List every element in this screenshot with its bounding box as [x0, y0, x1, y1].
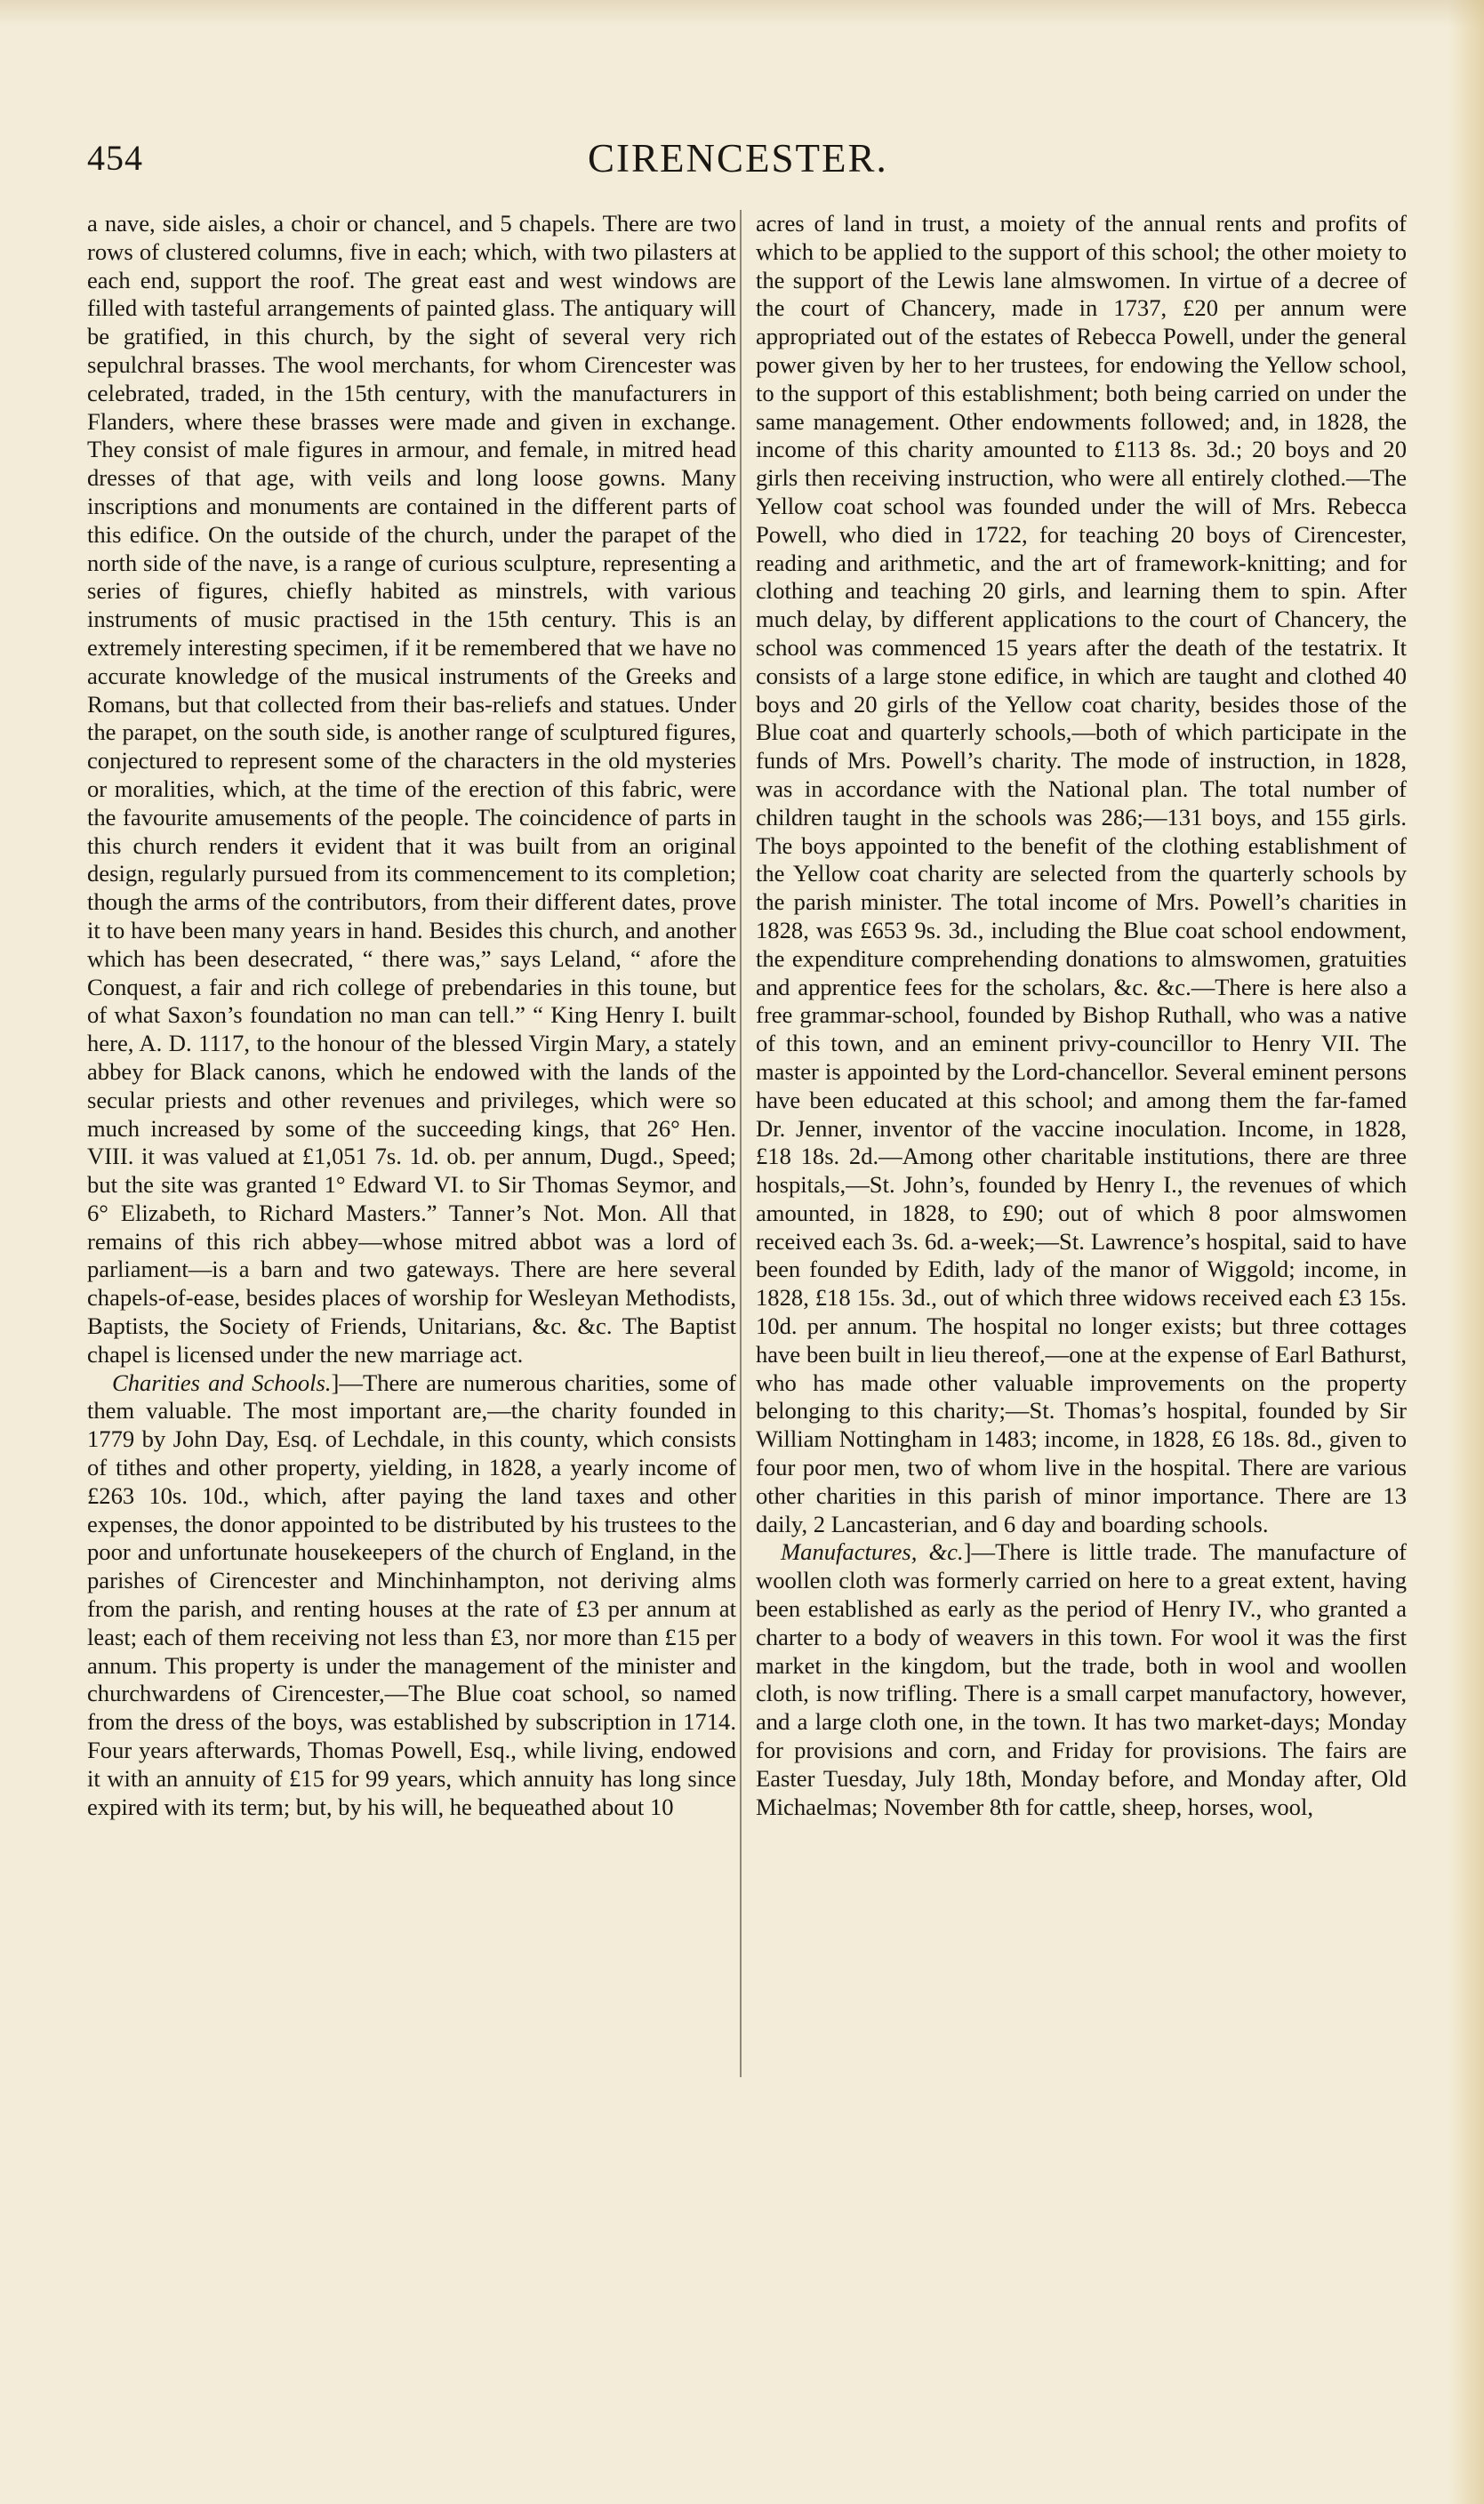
running-title: CIRENCESTER. — [588, 136, 888, 181]
right-paragraph-schools: acres of land in trust, a moiety of the annual rents and profits of which to be applied to the support of this school; the other moiety to the support of the Lewis lane almswomen. In virtue of a decree of the court of Chancery, made in 1737, £20 per annum were appropriated out of the estates of Rebecca Powell, under the general power given by her to her trustees, for endowing the Yellow school, to the support of this establishment; both being carried on under the same management. Other endowments followed; and, in 1828, the income of this charity amounted to £113 8s. 3d.; 20 boys and 20 girls then receiving instruction, who were all entirely clothed.—The Yellow coat school was founded under the will of Mrs. Rebecca Powell, who died in 1722, for teaching 20 boys of Cirencester, reading and arithmetic, and the art of framework-knitting; and for clothing and teaching 20 girls, and learning them to spin. After much delay, by different applications to the court of Chancery, the school was commenced 15 years after the death of the testatrix. It consists of a large stone edifice, in which are taught and clothed 40 boys and 20 girls of the Yellow coat charity, besides those of the Blue coat and quarterly schools,—both of which participate in the funds of Mrs. Powell’s charity. The mode of instruction, in 1828, was in accordance with the National plan. The total number of children taught in the schools was 286;—131 boys, and 155 girls. The boys appointed to the benefit of the clothing establishment of the Yellow coat charity are selected from the quarterly schools by the parish minister. The total income of Mrs. Powell’s charities in 1828, was £653 9s. 3d., including the Blue coat school endowment, the expenditure comprehending donations to almswomen, gratuities and apprentice fees for the scholars, &c. &c.—There is here also a free grammar-school, founded by Bishop Ruthall, who was a native of this town, and an eminent privy-councillor to Henry VII. The master is appointed by the Lord-chancellor. Several eminent persons have been educated at this school; and among them the far-famed Dr. Jenner, inventor of the vaccine inoculation. Income, in 1828, £18 18s. 2d.—Among other charitable institutions, there are three hospitals,—St. John’s, founded by Henry I., the revenues of which amounted, in 1828, to £90; out of which 8 poor almswomen received each 3s. 6d. a-week;—St. Lawrence’s hospital, said to have been founded by Edith, lady of the manor of Wiggold; income, in 1828, £18 15s. 3d., out of which three widows received each £3 15s. 10d. per annum. The hospital no longer exists; but three cottages have been built in lieu thereof,—one at the expense of Earl Bathurst, who has made other valuable improvements on the property belonging to this charity;—St. Thomas’s hospital, founded by Sir William Nottingham in 1483; income, in 1828, £6 18s. 8d., given to four poor men, two of whom live in the hospital. There are various other charities in this parish of minor importance. There are 13 daily, 2 Lancasterian, and 6 day and boarding schools. — [756, 210, 1407, 1537]
right-column — [756, 210, 1407, 1821]
page-gutter-shading — [1448, 0, 1484, 2504]
left-paragraph-charities — [87, 1369, 736, 1822]
page-header — [87, 133, 1456, 187]
left-paragraph-church: a nave, side aisles, a choir or chancel, and 5 chapels. There are two rows of clustered columns, five in each; which, with two pilasters at each end, support the roof. The great east and west windows are filled with tasteful arrangements of painted glass. The antiquary will be gratified, in this church, by the sight of several very rich sepulchral brasses. The wool merchants, for whom Cirencester was celebrated, traded, in the 15th century, with the manufacturers in Flanders, where these brasses were made and given in exchange. They consist of male figures in armour, and female, in mitred head dresses of that age, with veils and long loose gowns. Many inscriptions and monuments are contained in the different parts of this edifice. On the outside of the church, under the parapet of the north side of the nave, is a range of curious sculpture, representing a series of figures, chiefly habited as minstrels, with various instruments of music practised in the 15th century. This is an extremely interesting specimen, if it be remembered that we have no accurate knowledge of the musical instruments of the Greeks and Romans, but that collected from their bas-reliefs and statues. Under the parapet, on the south side, is another range of sculptured figures, conjectured to represent some of the characters in the old mysteries or moralities, which, at the time of the erection of this fabric, were the favourite amusements of the people. The coincidence of parts in this church renders it evident that it was built from an original design, regularly pursued from its commencement to its completion; though the arms of the contributors, from their different dates, prove it to have been many years in hand. Besides this church, and another which has been desecrated, “ there was,” says Leland, “ afore the Conquest, a fair and rich college of prebendaries in this toune, but of what Saxon’s foundation no man can tell.” “ King Henry I. built here, A. D. 1117, to the honour of the blessed Virgin Mary, a stately abbey for Black canons, which he endowed with the lands of the secular priests and other revenues and privileges, which were so much increased by some of the succeeding kings, that 26° Hen. VIII. it was valued at £1,051 7s. 1d. ob. per annum, Dugd., Speed; but the site was granted 1° Edward VI. to Sir Thomas Seymor, and 6° Elizabeth, to Richard Masters.” Tanner’s Not. Mon. All that remains of this rich abbey—whose mitred abbot was a lord of parliament—is a barn and two gateways. There are here several chapels-of-ease, besides places of worship for Wesleyan Methodists, Baptists, the Society of Friends, Unitarians, &c. &c. The Baptist chapel is licensed under the new marriage act. — [87, 210, 736, 1368]
page-edge-shading — [0, 0, 1484, 27]
charities-heading: Charities and Schools. — [112, 1368, 332, 1396]
manufactures-text: ]—There is little trade. The manufacture of woollen cloth was formerly carried on here to a great extent, having been established as early as the period of Henry IV., who granted a charter to a body of weavers in this town. For wool it was the first market in the kingdom, but the trade, both in wool and woollen cloth, is now trifling. There is a small carpet manufactory, however, and a large cloth one, in the town. It has two market-days; Monday for provisions and corn, and Friday for provisions. The fairs are Easter Tuesday, July 18th, Monday before, and Monday after, Old Michaelmas; November 8th for cattle, sheep, horses, wool, — [756, 1538, 1407, 1820]
charities-text: ]—There are numerous charities, some of them valuable. The most important are,—the charity founded in 1779 by John Day, Esq. of Lechdale, in this county, which consists of tithes and other property, yielding, in 1828, a yearly income of £263 10s. 10d., which, after paying the land taxes and other expenses, the donor appointed to be distributed by his trustees to the poor and unfortunate housekeepers of the church of England, in the parishes of Cirencester and Minchinhampton, not deriving alms from the parish, and renting houses at the rate of £3 per annum at least; each of them receiving not less than £3, nor more than £15 per annum. This property is under the management of the minister and churchwardens of Cirencester,—The Blue coat school, so named from the dress of the boys, was established by subscription in 1714. Four years afterwards, Thomas Powell, Esq., while living, endowed it with an annuity of £15 for 99 years, which annuity has long since expired with its term; but, by his will, he bequeathed about 10 — [87, 1368, 736, 1820]
column-divider — [740, 210, 742, 2077]
left-column — [87, 210, 736, 1821]
manufactures-heading: Manufactures, &c. — [781, 1538, 964, 1566]
page-number: 454 — [87, 138, 143, 178]
right-paragraph-manufactures — [756, 1538, 1407, 1821]
